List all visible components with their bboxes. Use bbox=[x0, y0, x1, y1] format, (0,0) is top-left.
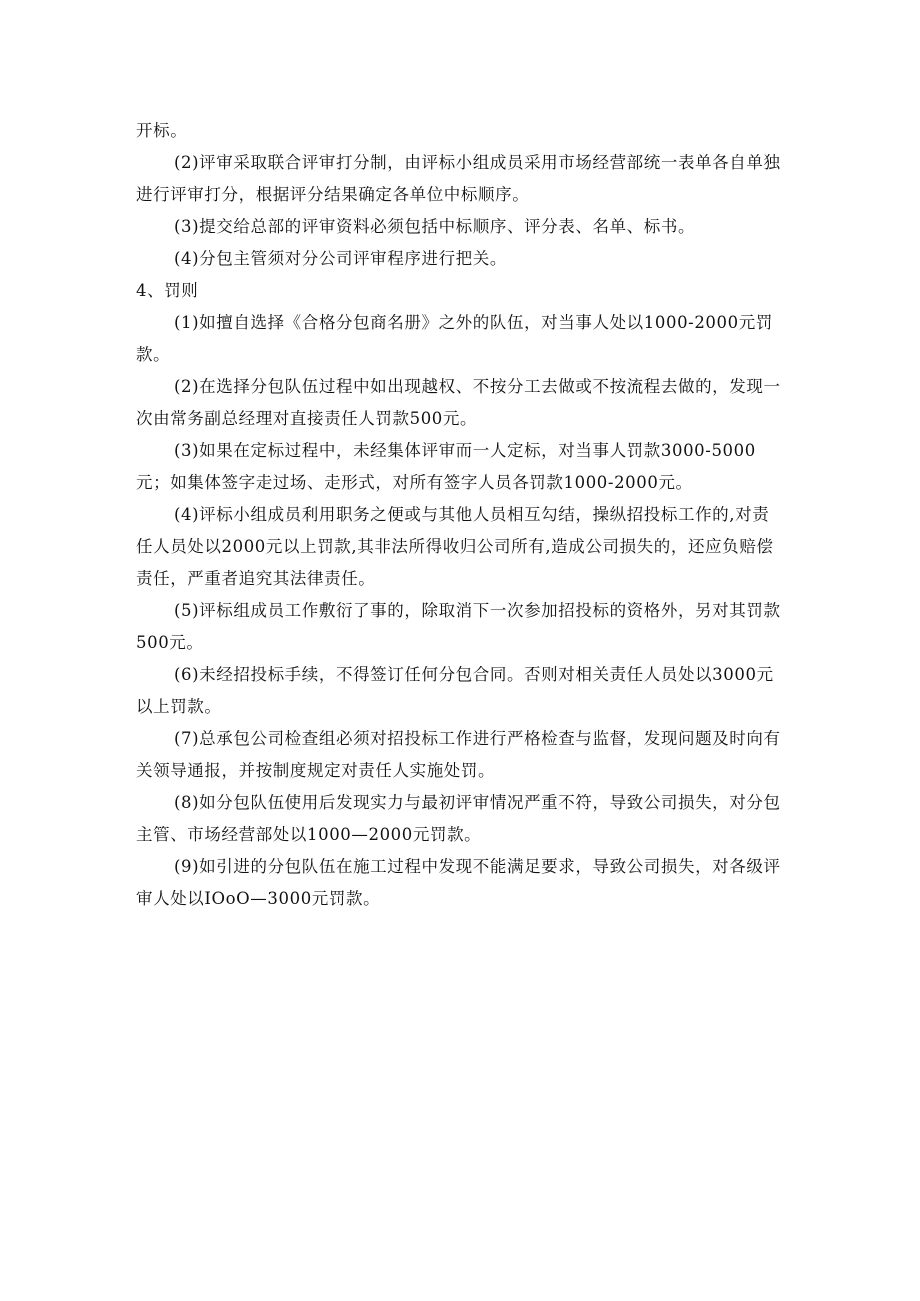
penalty-item-5: (5)评标组成员工作敷衍了事的，除取消下一次参加招投标的资格外，另对其罚款500元。 bbox=[136, 601, 781, 652]
paragraph-review-scoring: (2)评审采取联合评审打分制，由评标小组成员采用市场经营部统一表单各自单独进行评审打分，根据评分结果确定各单位中标顺序。 bbox=[136, 153, 781, 204]
penalty-item-7: (7)总承包公司检查组必须对招投标工作进行严格检查与监督，发现问题及时向有关领导通报，并按制度规定对责任人实施处罚。 bbox=[136, 729, 781, 780]
penalty-item-8: (8)如分包队伍使用后发现实力与最初评审情况严重不符，导致公司损失，对分包主管、市场经营部处以1000—2000元罚款。 bbox=[136, 793, 781, 844]
document-body bbox=[136, 115, 786, 915]
penalty-item-3: (3)如果在定标过程中，未经集体评审而一人定标，对当事人罚款3000-5000元；如集体签字走过场、走形式，对所有签字人员各罚款1000-2000元。 bbox=[136, 441, 756, 492]
paragraph-kaibiao: 开标。 bbox=[136, 121, 188, 140]
section-heading-penalties: 4、罚则 bbox=[136, 281, 199, 300]
penalty-item-2: (2)在选择分包队伍过程中如出现越权、不按分工去做或不按流程去做的，发现一次由常务副总经理对直接责任人罚款500元。 bbox=[136, 377, 781, 428]
penalty-item-4: (4)评标小组成员利用职务之便或与其他人员相互勾结，操纵招投标工作的,对责任人员处以2000元以上罚款,其非法所得收归公司所有,造成公司损失的，还应负赔偿责任，严重者追究其法律责任。 bbox=[136, 505, 774, 588]
penalty-item-9: (9)如引进的分包队伍在施工过程中发现不能满足要求，导致公司损失，对各级评审人处以IOoO—3000元罚款。 bbox=[136, 857, 781, 908]
paragraph-review-materials: (3)提交给总部的评审资料必须包括中标顺序、评分表、名单、标书。 bbox=[174, 217, 696, 236]
penalty-item-1: (1)如擅自选择《合格分包商名册》之外的队伍，对当事人处以1000-2000元罚款。 bbox=[136, 313, 773, 364]
penalty-item-6: (6)未经招投标手续，不得签订任何分包合同。否则对相关责任人员处以3000元以上罚款。 bbox=[136, 665, 774, 716]
paragraph-subcontract-supervisor: (4)分包主管须对分公司评审程序进行把关。 bbox=[174, 249, 507, 268]
